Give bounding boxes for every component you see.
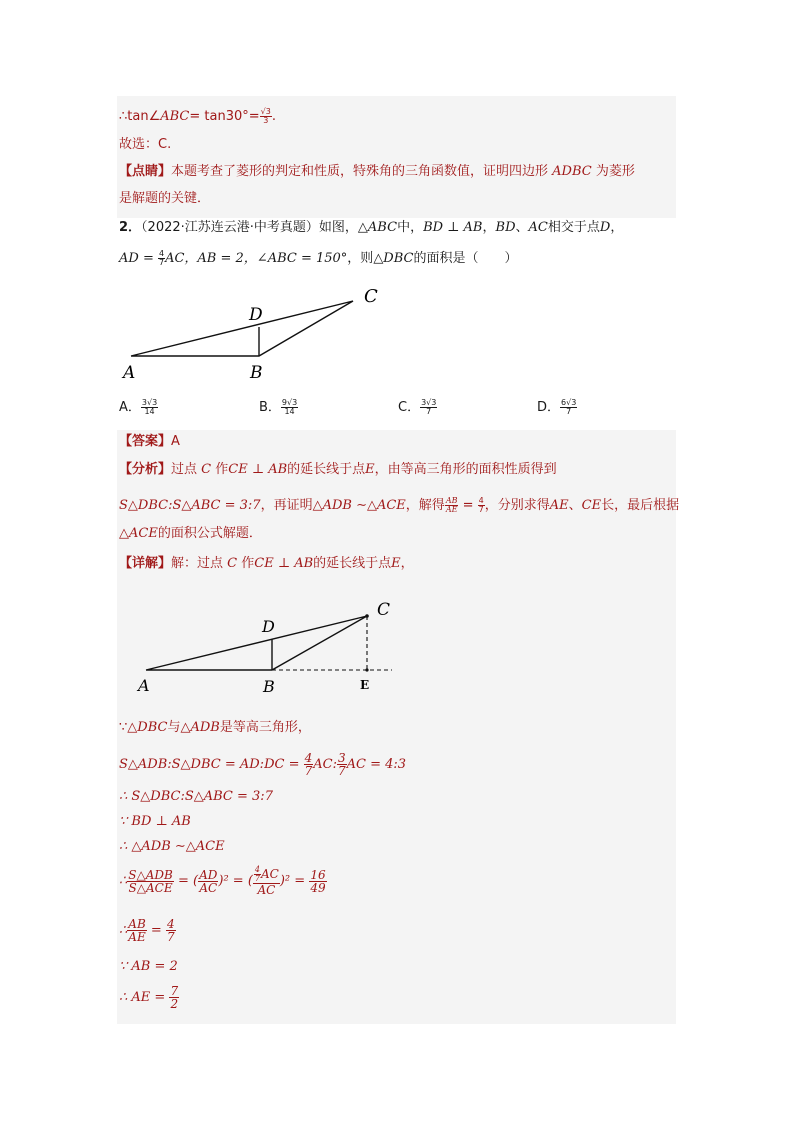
question-line-1: 2．（2022·江苏连云港·中考真题）如图，△ABC中，BD ⊥ AB，BD、AC相交于点D， <box>119 220 624 235</box>
step-2: S△ADB:S△DBC = AD:DC = $\frac{4}{7}$ AC: $\frac{3}{7}$ AC = 4:3 <box>119 751 407 778</box>
choice-c[interactable]: C． $\frac{3√3}{7}$ <box>398 398 437 416</box>
fig2-label-a: A <box>138 676 150 695</box>
fig1-label-c: C <box>364 286 378 307</box>
step-5: ∴ △ADB ∼△ACE <box>119 839 225 854</box>
analysis-line-1: 【分析】过点 C 作CE ⊥ AB的延长线于点E，由等高三角形的面积性质得到 <box>119 462 557 477</box>
step-3: ∴ S△DBC:S△ABC = 3:7 <box>119 789 273 804</box>
step-4: ∵ BD ⊥ AB <box>119 814 191 829</box>
fig1-label-a: A <box>123 363 136 383</box>
tip-line-2: 是解题的关键． <box>119 191 211 206</box>
step-9: ∴ AE = $\frac{7}{2}$ <box>119 984 179 1011</box>
triangle-figure-1 <box>115 282 395 387</box>
fig1-label-b: B <box>250 363 263 383</box>
step-8: ∵ AB = 2 <box>119 959 178 974</box>
fig1-label-d: D <box>249 305 263 325</box>
fig2-label-c: C <box>377 600 391 620</box>
choose-line: 故选：C. <box>119 137 172 152</box>
step-6: ∴ $\frac{\text{S△ADB}}{\text{S△ACE}}$ = ( $\frac{AD}{AC}$ )² = ( $\frac{4}{7}$ AC AC )² = $\frac{16}{49}$ <box>119 865 326 897</box>
detail-line-1: 【详解】解：过点 C 作CE ⊥ AB的延长线于点E， <box>119 556 414 571</box>
fig2-label-d: D <box>262 617 275 636</box>
choice-d[interactable]: D． $\frac{6√3}{7}$ <box>537 398 577 416</box>
step-7: ∴ $\frac{AB}{AE}$ = $\frac{4}{7}$ <box>119 917 175 944</box>
fig2-label-e: E <box>360 678 370 692</box>
question-line-2: AD = $\frac{4}{7}$ AC，AB = 2，∠ABC = 150°，则△DBC的面积是（ ） <box>119 249 518 267</box>
analysis-line-2: S△DBC:S△ABC = 3:7，再证明△ADB ∼△ACE，解得 $\frac{AB}{AE}$ = $\frac{4}{7}$ ，分别求得AE、CE长，最后根据 <box>119 496 680 514</box>
choice-a[interactable]: A． $\frac{3√3}{14}$ <box>119 398 158 416</box>
answer-line: 【答案】A <box>119 434 180 449</box>
choice-b[interactable]: B． $\frac{9√3}{14}$ <box>259 398 298 416</box>
tip-line-1: 【点睛】本题考查了菱形的判定和性质，特殊角的三角函数值，证明四边形 ADBC 为菱形 <box>119 164 635 179</box>
tan-line: ∴tan∠ABC= tan30°= $\frac{√3}{3}$ . <box>119 107 276 125</box>
analysis-line-3: △ACE的面积公式解题． <box>119 526 262 541</box>
triangle-figure-2 <box>130 595 400 695</box>
step-1: ∵△DBC与△ADB是等高三角形， <box>119 720 311 735</box>
fig2-label-b: B <box>263 677 275 695</box>
